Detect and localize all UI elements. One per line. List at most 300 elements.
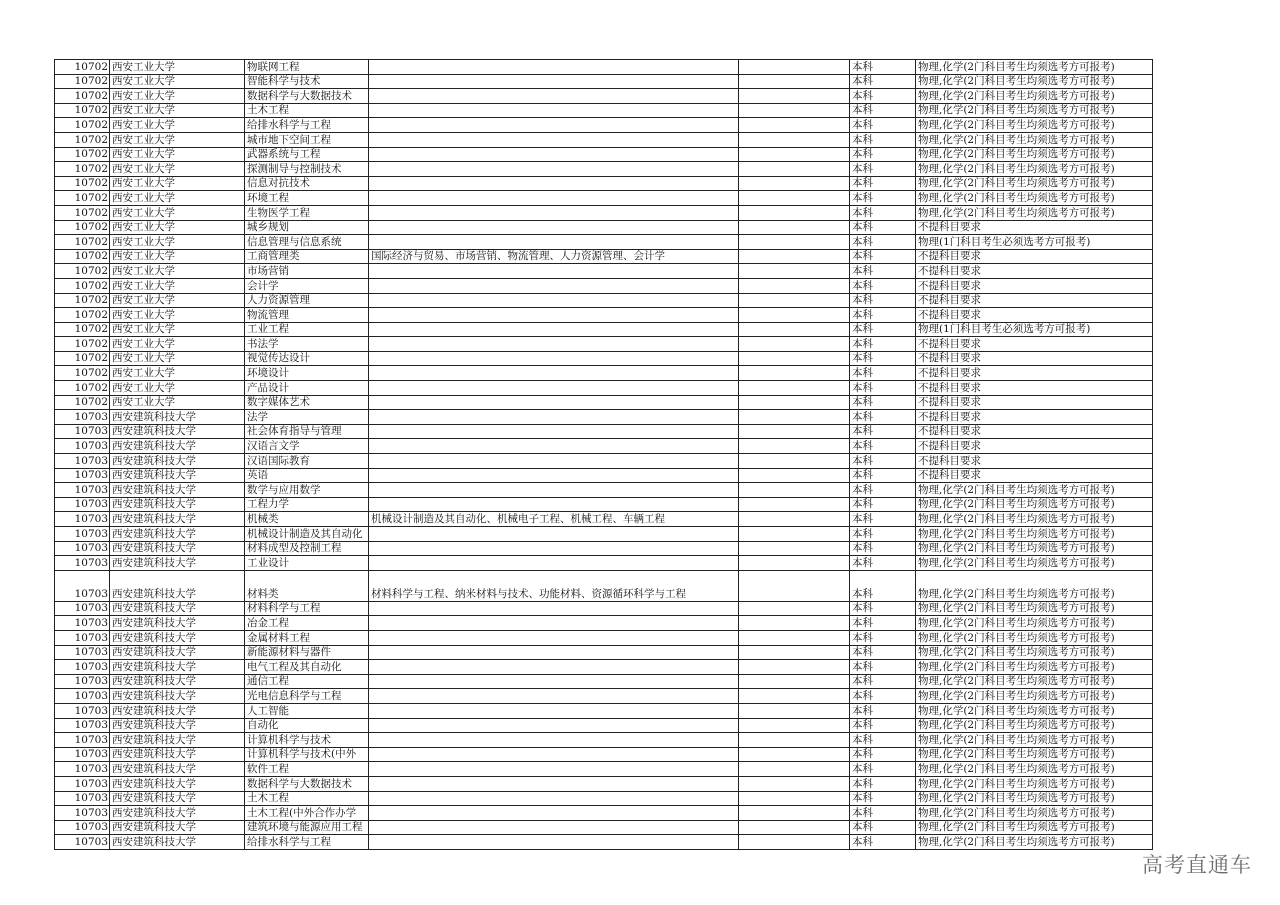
cell-included-majors (369, 176, 739, 191)
cell-major-name: 工业工程 (245, 322, 369, 337)
cell-subject-requirement: 物理,化学(2门科目考生均须选考方可报考) (916, 74, 1153, 89)
cell-note (739, 205, 850, 220)
cell-level: 本科 (850, 103, 916, 118)
cell-school-code: 10703 (55, 630, 110, 645)
table-row (55, 60, 1153, 75)
cell-school-name: 西安建筑科技大学 (110, 645, 245, 660)
cell-school-code: 10703 (55, 616, 110, 631)
cell-subject-requirement: 物理,化学(2门科目考生均须选考方可报考) (916, 483, 1153, 498)
cell-school-code: 10703 (55, 762, 110, 777)
cell-note (739, 220, 850, 235)
table-row (55, 205, 1153, 220)
cell-major-name: 物流管理 (245, 308, 369, 323)
cell-included-majors (369, 762, 739, 777)
cell-note (739, 703, 850, 718)
cell-school-name: 西安工业大学 (110, 381, 245, 396)
cell-level: 本科 (850, 60, 916, 75)
cell-school-name: 西安工业大学 (110, 162, 245, 177)
cell-school-name: 西安建筑科技大学 (110, 820, 245, 835)
cell-major-name: 机械设计制造及其自动化 (245, 527, 369, 542)
cell-note (739, 147, 850, 162)
cell-included-majors (369, 439, 739, 454)
cell-included-majors (369, 89, 739, 104)
cell-major-name: 信息对抗技术 (245, 176, 369, 191)
cell-subject-requirement: 不提科目要求 (916, 220, 1153, 235)
cell-school-code: 10703 (55, 483, 110, 498)
table-row (55, 497, 1153, 512)
cell-subject-requirement: 物理,化学(2门科目考生均须选考方可报考) (916, 762, 1153, 777)
cell-school-name: 西安工业大学 (110, 395, 245, 410)
table-row (55, 570, 1153, 601)
cell-school-code: 10702 (55, 191, 110, 206)
cell-subject-requirement: 物理,化学(2门科目考生均须选考方可报考) (916, 512, 1153, 527)
cell-included-majors (369, 235, 739, 250)
cell-level: 本科 (850, 454, 916, 469)
cell-major-name: 英语 (245, 468, 369, 483)
cell-note (739, 674, 850, 689)
cell-school-name: 西安建筑科技大学 (110, 497, 245, 512)
cell-level: 本科 (850, 293, 916, 308)
cell-school-name: 西安建筑科技大学 (110, 541, 245, 556)
cell-school-name: 西安建筑科技大学 (110, 835, 245, 850)
cell-subject-requirement: 物理,化学(2门科目考生均须选考方可报考) (916, 776, 1153, 791)
cell-school-code: 10703 (55, 497, 110, 512)
cell-school-code: 10703 (55, 468, 110, 483)
cell-major-name: 物联网工程 (245, 60, 369, 75)
cell-note (739, 762, 850, 777)
table-row (55, 541, 1153, 556)
cell-subject-requirement: 物理,化学(2门科目考生均须选考方可报考) (916, 806, 1153, 821)
cell-major-name: 电气工程及其自动化 (245, 660, 369, 675)
cell-subject-requirement: 物理,化学(2门科目考生均须选考方可报考) (916, 718, 1153, 733)
cell-major-name: 计算机科学与技术(中外 (245, 747, 369, 762)
cell-level: 本科 (850, 733, 916, 748)
table-row (55, 322, 1153, 337)
cell-major-name: 材料成型及控制工程 (245, 541, 369, 556)
cell-major-name: 土木工程 (245, 103, 369, 118)
cell-subject-requirement: 物理,化学(2门科目考生均须选考方可报考) (916, 89, 1153, 104)
cell-school-name: 西安建筑科技大学 (110, 762, 245, 777)
cell-included-majors (369, 220, 739, 235)
cell-subject-requirement: 物理,化学(2门科目考生均须选考方可报考) (916, 162, 1153, 177)
cell-note (739, 366, 850, 381)
cell-subject-requirement: 不提科目要求 (916, 337, 1153, 352)
cell-school-name: 西安工业大学 (110, 118, 245, 133)
table-body (55, 60, 1153, 850)
table-row (55, 806, 1153, 821)
cell-included-majors (369, 541, 739, 556)
cell-note (739, 645, 850, 660)
cell-school-code: 10703 (55, 703, 110, 718)
table-row (55, 527, 1153, 542)
cell-school-name: 西安建筑科技大学 (110, 454, 245, 469)
cell-level: 本科 (850, 147, 916, 162)
watermark: 高考直通车 (1142, 853, 1252, 877)
cell-subject-requirement: 物理,化学(2门科目考生均须选考方可报考) (916, 541, 1153, 556)
cell-major-name: 土木工程(中外合作办学 (245, 806, 369, 821)
cell-school-code: 10702 (55, 395, 110, 410)
cell-included-majors (369, 351, 739, 366)
cell-major-name: 社会体育指导与管理 (245, 424, 369, 439)
cell-level: 本科 (850, 497, 916, 512)
cell-school-code: 10702 (55, 249, 110, 264)
cell-school-code: 10702 (55, 74, 110, 89)
cell-included-majors (369, 660, 739, 675)
cell-subject-requirement: 不提科目要求 (916, 410, 1153, 425)
cell-level: 本科 (850, 118, 916, 133)
cell-school-code: 10702 (55, 176, 110, 191)
cell-school-code: 10702 (55, 351, 110, 366)
cell-level: 本科 (850, 762, 916, 777)
cell-included-majors (369, 776, 739, 791)
cell-major-name: 市场营销 (245, 264, 369, 279)
cell-school-name: 西安工业大学 (110, 351, 245, 366)
cell-school-code: 10703 (55, 556, 110, 571)
cell-school-code: 10702 (55, 103, 110, 118)
cell-major-name: 工业设计 (245, 556, 369, 571)
table-row (55, 556, 1153, 571)
cell-major-name: 自动化 (245, 718, 369, 733)
cell-school-code: 10703 (55, 570, 110, 601)
cell-major-name: 建筑环境与能源应用工程 (245, 820, 369, 835)
cell-level: 本科 (850, 468, 916, 483)
cell-school-name: 西安工业大学 (110, 366, 245, 381)
cell-note (739, 570, 850, 601)
cell-major-name: 土木工程 (245, 791, 369, 806)
table-row (55, 791, 1153, 806)
cell-included-majors (369, 366, 739, 381)
table-row (55, 337, 1153, 352)
cell-major-name: 武器系统与工程 (245, 147, 369, 162)
table-row (55, 601, 1153, 616)
cell-subject-requirement: 不提科目要求 (916, 249, 1153, 264)
cell-school-name: 西安工业大学 (110, 176, 245, 191)
cell-note (739, 424, 850, 439)
cell-major-name: 数学与应用数学 (245, 483, 369, 498)
cell-major-name: 汉语国际教育 (245, 454, 369, 469)
cell-school-name: 西安建筑科技大学 (110, 410, 245, 425)
cell-note (739, 718, 850, 733)
table-row (55, 718, 1153, 733)
cell-level: 本科 (850, 747, 916, 762)
cell-subject-requirement: 物理,化学(2门科目考生均须选考方可报考) (916, 601, 1153, 616)
cell-included-majors (369, 424, 739, 439)
cell-school-name: 西安建筑科技大学 (110, 483, 245, 498)
cell-subject-requirement: 不提科目要求 (916, 468, 1153, 483)
cell-major-name: 材料科学与工程 (245, 601, 369, 616)
cell-included-majors (369, 806, 739, 821)
cell-school-name: 西安建筑科技大学 (110, 791, 245, 806)
cell-major-name: 会计学 (245, 278, 369, 293)
table-row (55, 74, 1153, 89)
cell-school-code: 10702 (55, 322, 110, 337)
cell-subject-requirement: 物理,化学(2门科目考生均须选考方可报考) (916, 205, 1153, 220)
table-row (55, 762, 1153, 777)
cell-included-majors (369, 103, 739, 118)
cell-note (739, 89, 850, 104)
cell-included-majors (369, 497, 739, 512)
cell-school-name: 西安建筑科技大学 (110, 674, 245, 689)
cell-school-code: 10702 (55, 264, 110, 279)
cell-note (739, 733, 850, 748)
cell-school-name: 西安建筑科技大学 (110, 512, 245, 527)
cell-school-name: 西安建筑科技大学 (110, 468, 245, 483)
cell-school-name: 西安建筑科技大学 (110, 424, 245, 439)
cell-included-majors (369, 483, 739, 498)
cell-note (739, 601, 850, 616)
cell-subject-requirement: 物理,化学(2门科目考生均须选考方可报考) (916, 616, 1153, 631)
table-row (55, 512, 1153, 527)
table-row (55, 235, 1153, 250)
cell-note (739, 616, 850, 631)
admission-requirements-table (54, 59, 1153, 850)
cell-school-code: 10702 (55, 366, 110, 381)
cell-subject-requirement: 不提科目要求 (916, 278, 1153, 293)
cell-included-majors (369, 132, 739, 147)
cell-note (739, 278, 850, 293)
cell-subject-requirement: 物理,化学(2门科目考生均须选考方可报考) (916, 733, 1153, 748)
cell-note (739, 308, 850, 323)
cell-note (739, 74, 850, 89)
cell-level: 本科 (850, 835, 916, 850)
cell-included-majors (369, 60, 739, 75)
cell-school-name: 西安建筑科技大学 (110, 527, 245, 542)
cell-subject-requirement: 物理,化学(2门科目考生均须选考方可报考) (916, 570, 1153, 601)
cell-subject-requirement: 物理,化学(2门科目考生均须选考方可报考) (916, 103, 1153, 118)
table-row (55, 308, 1153, 323)
cell-subject-requirement: 物理,化学(2门科目考生均须选考方可报考) (916, 147, 1153, 162)
cell-school-code: 10703 (55, 791, 110, 806)
cell-school-code: 10702 (55, 162, 110, 177)
cell-major-name: 工程力学 (245, 497, 369, 512)
cell-major-name: 城乡规划 (245, 220, 369, 235)
cell-major-name: 生物医学工程 (245, 205, 369, 220)
cell-school-code: 10703 (55, 733, 110, 748)
cell-major-name: 金属材料工程 (245, 630, 369, 645)
cell-included-majors (369, 820, 739, 835)
table-row (55, 395, 1153, 410)
cell-level: 本科 (850, 689, 916, 704)
cell-included-majors: 材料科学与工程、纳米材料与技术、功能材料、资源循环科学与工程 (369, 570, 739, 601)
cell-note (739, 747, 850, 762)
cell-included-majors (369, 147, 739, 162)
cell-subject-requirement: 物理,化学(2门科目考生均须选考方可报考) (916, 820, 1153, 835)
cell-subject-requirement: 物理,化学(2门科目考生均须选考方可报考) (916, 835, 1153, 850)
cell-school-name: 西安工业大学 (110, 322, 245, 337)
cell-level: 本科 (850, 381, 916, 396)
cell-subject-requirement: 物理,化学(2门科目考生均须选考方可报考) (916, 176, 1153, 191)
cell-level: 本科 (850, 527, 916, 542)
cell-major-name: 数据科学与大数据技术 (245, 776, 369, 791)
cell-school-name: 西安建筑科技大学 (110, 616, 245, 631)
cell-note (739, 235, 850, 250)
table-row (55, 674, 1153, 689)
cell-note (739, 820, 850, 835)
cell-subject-requirement: 不提科目要求 (916, 381, 1153, 396)
cell-level: 本科 (850, 74, 916, 89)
cell-subject-requirement: 不提科目要求 (916, 395, 1153, 410)
cell-level: 本科 (850, 776, 916, 791)
cell-major-name: 计算机科学与技术 (245, 733, 369, 748)
table-row (55, 220, 1153, 235)
cell-subject-requirement: 不提科目要求 (916, 308, 1153, 323)
cell-level: 本科 (850, 278, 916, 293)
table-row (55, 103, 1153, 118)
cell-school-name: 西安建筑科技大学 (110, 660, 245, 675)
cell-school-name: 西安工业大学 (110, 103, 245, 118)
cell-major-name: 环境工程 (245, 191, 369, 206)
cell-included-majors (369, 264, 739, 279)
cell-note (739, 264, 850, 279)
table-row (55, 703, 1153, 718)
cell-level: 本科 (850, 660, 916, 675)
cell-included-majors (369, 674, 739, 689)
cell-included-majors (369, 395, 739, 410)
cell-included-majors (369, 381, 739, 396)
cell-included-majors (369, 293, 739, 308)
cell-subject-requirement: 不提科目要求 (916, 293, 1153, 308)
table-row (55, 293, 1153, 308)
cell-subject-requirement: 不提科目要求 (916, 424, 1153, 439)
cell-level: 本科 (850, 512, 916, 527)
cell-level: 本科 (850, 322, 916, 337)
cell-major-name: 冶金工程 (245, 616, 369, 631)
table-row (55, 89, 1153, 104)
cell-included-majors (369, 718, 739, 733)
table-row (55, 645, 1153, 660)
cell-note (739, 60, 850, 75)
cell-note (739, 660, 850, 675)
cell-school-name: 西安建筑科技大学 (110, 689, 245, 704)
table-row (55, 191, 1153, 206)
cell-note (739, 439, 850, 454)
cell-school-code: 10703 (55, 660, 110, 675)
cell-school-code: 10703 (55, 718, 110, 733)
cell-school-code: 10703 (55, 541, 110, 556)
cell-subject-requirement: 物理,化学(2门科目考生均须选考方可报考) (916, 191, 1153, 206)
cell-level: 本科 (850, 351, 916, 366)
cell-major-name: 视觉传达设计 (245, 351, 369, 366)
cell-level: 本科 (850, 556, 916, 571)
cell-note (739, 497, 850, 512)
cell-level: 本科 (850, 395, 916, 410)
table-row (55, 424, 1153, 439)
cell-level: 本科 (850, 616, 916, 631)
cell-level: 本科 (850, 439, 916, 454)
cell-level: 本科 (850, 674, 916, 689)
cell-major-name: 产品设计 (245, 381, 369, 396)
cell-note (739, 556, 850, 571)
cell-included-majors (369, 733, 739, 748)
cell-included-majors (369, 278, 739, 293)
cell-school-name: 西安工业大学 (110, 147, 245, 162)
cell-note (739, 381, 850, 396)
cell-level: 本科 (850, 220, 916, 235)
table-row (55, 410, 1153, 425)
cell-school-code: 10703 (55, 674, 110, 689)
cell-school-name: 西安工业大学 (110, 191, 245, 206)
table-row (55, 351, 1153, 366)
cell-note (739, 791, 850, 806)
table-row (55, 630, 1153, 645)
cell-school-code: 10702 (55, 293, 110, 308)
cell-subject-requirement: 不提科目要求 (916, 366, 1153, 381)
cell-school-name: 西安建筑科技大学 (110, 601, 245, 616)
cell-school-code: 10703 (55, 645, 110, 660)
cell-subject-requirement: 物理(1门科目考生必须选考方可报考) (916, 235, 1153, 250)
cell-note (739, 454, 850, 469)
cell-school-name: 西安工业大学 (110, 293, 245, 308)
cell-school-name: 西安建筑科技大学 (110, 703, 245, 718)
cell-note (739, 249, 850, 264)
cell-included-majors (369, 747, 739, 762)
cell-note (739, 118, 850, 133)
cell-level: 本科 (850, 410, 916, 425)
cell-included-majors (369, 322, 739, 337)
cell-level: 本科 (850, 601, 916, 616)
cell-school-code: 10702 (55, 147, 110, 162)
cell-subject-requirement: 不提科目要求 (916, 264, 1153, 279)
cell-major-name: 智能科学与技术 (245, 74, 369, 89)
table-row (55, 366, 1153, 381)
cell-note (739, 776, 850, 791)
cell-included-majors (369, 645, 739, 660)
cell-level: 本科 (850, 424, 916, 439)
cell-subject-requirement: 物理,化学(2门科目考生均须选考方可报考) (916, 703, 1153, 718)
table-row (55, 264, 1153, 279)
cell-school-code: 10703 (55, 820, 110, 835)
cell-level: 本科 (850, 337, 916, 352)
cell-school-code: 10703 (55, 689, 110, 704)
cell-note (739, 132, 850, 147)
cell-level: 本科 (850, 541, 916, 556)
cell-included-majors (369, 162, 739, 177)
cell-included-majors (369, 601, 739, 616)
cell-included-majors (369, 703, 739, 718)
cell-subject-requirement: 物理,化学(2门科目考生均须选考方可报考) (916, 630, 1153, 645)
cell-school-code: 10703 (55, 747, 110, 762)
table-row (55, 483, 1153, 498)
cell-included-majors: 机械设计制造及其自动化、机械电子工程、机械工程、车辆工程 (369, 512, 739, 527)
cell-school-name: 西安工业大学 (110, 278, 245, 293)
cell-major-name: 人力资源管理 (245, 293, 369, 308)
cell-school-code: 10702 (55, 381, 110, 396)
cell-subject-requirement: 物理,化学(2门科目考生均须选考方可报考) (916, 527, 1153, 542)
table-row (55, 132, 1153, 147)
cell-school-name: 西安建筑科技大学 (110, 630, 245, 645)
cell-note (739, 395, 850, 410)
cell-note (739, 512, 850, 527)
cell-level: 本科 (850, 791, 916, 806)
cell-major-name: 环境设计 (245, 366, 369, 381)
cell-school-code: 10703 (55, 424, 110, 439)
cell-included-majors (369, 118, 739, 133)
cell-level: 本科 (850, 820, 916, 835)
table-row (55, 381, 1153, 396)
cell-school-code: 10703 (55, 835, 110, 850)
cell-level: 本科 (850, 366, 916, 381)
cell-subject-requirement: 物理,化学(2门科目考生均须选考方可报考) (916, 60, 1153, 75)
cell-school-code: 10702 (55, 278, 110, 293)
cell-school-name: 西安建筑科技大学 (110, 776, 245, 791)
cell-school-name: 西安工业大学 (110, 220, 245, 235)
cell-major-name: 探测制导与控制技术 (245, 162, 369, 177)
cell-subject-requirement: 物理,化学(2门科目考生均须选考方可报考) (916, 660, 1153, 675)
cell-school-name: 西安建筑科技大学 (110, 806, 245, 821)
cell-school-code: 10702 (55, 132, 110, 147)
cell-note (739, 103, 850, 118)
cell-level: 本科 (850, 162, 916, 177)
